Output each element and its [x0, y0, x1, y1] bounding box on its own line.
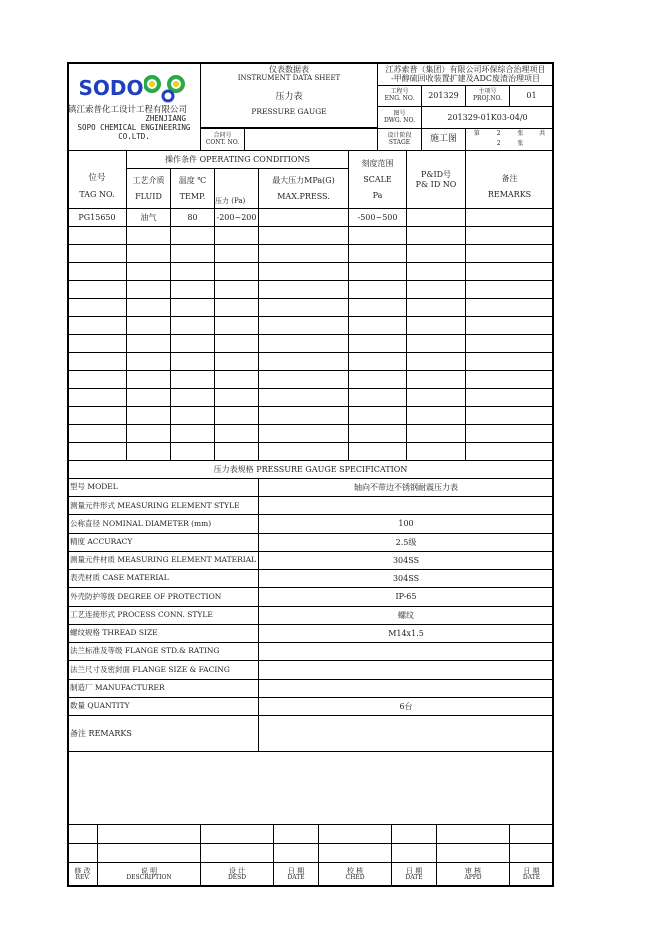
- footer-label-en: APPD: [464, 874, 482, 882]
- table-cell-scale: [348, 262, 407, 281]
- table-cell-remarks: [465, 280, 554, 299]
- table-cell-fluid: [126, 298, 171, 317]
- footer-label-en: DATE: [522, 874, 541, 882]
- footer-label-cn: 审 核: [464, 867, 482, 876]
- spec-label: 工艺连接形式 PROCESS CONN. STYLE: [67, 606, 259, 625]
- cont-no-label: 合同号 CONT. NO.: [200, 128, 245, 151]
- spec-value: 2.5级: [258, 533, 554, 552]
- table-cell-temp: [170, 244, 215, 263]
- spec-label: 测量元件材质 MEASURING ELEMENT MATERIAL: [67, 551, 259, 570]
- table-cell-tag: [67, 298, 127, 317]
- revision-cell: [67, 824, 98, 844]
- table-cell-pressure: [214, 388, 259, 407]
- table-cell-temp: [170, 262, 215, 281]
- col-max-pressure: 最大压力MPa(G) MAX.PRESS.: [258, 168, 349, 209]
- table-cell-pid: [406, 406, 466, 425]
- footer-date: [509, 862, 554, 887]
- table-cell-fluid: [126, 388, 171, 407]
- spec-value: 100: [258, 514, 554, 533]
- revision-cell: [273, 824, 319, 844]
- footer-rev: [67, 862, 98, 887]
- revision-cell: [391, 843, 437, 863]
- col-pid: P&ID号 P& ID NO: [406, 150, 466, 209]
- table-cell-tag: [67, 226, 127, 245]
- table-cell-max-pressure: [258, 334, 349, 353]
- footer-date: [273, 862, 319, 887]
- table-cell-temp: [170, 280, 215, 299]
- table-cell-temp: [170, 298, 215, 317]
- table-cell-pressure: [214, 352, 259, 371]
- col-tag: 位号 TAG NO.: [67, 150, 127, 209]
- table-cell-pid: [406, 442, 466, 461]
- table-cell-tag: [67, 424, 127, 443]
- table-cell-pid: [406, 424, 466, 443]
- table-cell-max-pressure: [258, 208, 349, 227]
- spec-label: 表壳材质 CASE MATERIAL: [67, 569, 259, 588]
- dwg-no-label: 图号 DWG. NO.: [377, 106, 422, 129]
- spec-remarks-value: [258, 715, 554, 752]
- table-cell-fluid: [126, 424, 171, 443]
- company-name-cn: 镇江索普化工设计工程有限公司: [68, 104, 188, 115]
- title-block: [200, 62, 378, 128]
- table-cell-remarks: [465, 316, 554, 335]
- spec-label: 法兰标准及等级 FLANGE STD.& RATING: [67, 642, 259, 661]
- revision-cell: [318, 824, 392, 844]
- col-fluid: 工艺介质 FLUID: [126, 168, 171, 209]
- dwg-no-value: 201329-01K03-04/0: [421, 106, 554, 129]
- table-cell-remarks: [465, 442, 554, 461]
- spec-value: 6台: [258, 697, 554, 716]
- spec-label: 制造厂 MANUFACTURER: [67, 679, 259, 698]
- table-cell-temp: [170, 388, 215, 407]
- table-cell-remarks: [465, 388, 554, 407]
- table-cell-pressure: [214, 316, 259, 335]
- table-cell-scale: -500~500: [348, 208, 407, 227]
- table-cell-pid: [406, 370, 466, 389]
- table-cell-remarks: [465, 244, 554, 263]
- table-cell-remarks: [465, 424, 554, 443]
- footer-date: [391, 862, 437, 887]
- footer-label-cn: 说 明: [140, 867, 158, 876]
- table-cell-scale: [348, 424, 407, 443]
- company-block: [67, 62, 201, 151]
- table-cell-fluid: [126, 334, 171, 353]
- table-cell-fluid: [126, 280, 171, 299]
- table-cell-max-pressure: [258, 262, 349, 281]
- spec-value: [258, 660, 554, 679]
- table-cell-max-pressure: [258, 280, 349, 299]
- table-cell-tag: [67, 244, 127, 263]
- table-cell-pressure: [214, 406, 259, 425]
- table-cell-max-pressure: [258, 424, 349, 443]
- table-cell-pid: [406, 352, 466, 371]
- table-cell-temp: [170, 424, 215, 443]
- footer-label-cn: 日 期: [523, 867, 540, 876]
- revision-cell: [200, 843, 274, 863]
- table-cell-remarks: [465, 352, 554, 371]
- revision-cell: [509, 824, 554, 844]
- table-cell-scale: [348, 388, 407, 407]
- revision-cell: [509, 843, 554, 863]
- eng-no-label: 工程号 ENG. NO.: [377, 85, 422, 107]
- table-cell-max-pressure: [258, 352, 349, 371]
- table-cell-pid: [406, 334, 466, 353]
- footer-label-cn: 校 核: [346, 867, 364, 876]
- table-cell-temp: [170, 442, 215, 461]
- footer-label-cn: 日 期: [405, 867, 423, 876]
- company-name-en: SOPO CHEMICAL ENGINEERING: [77, 123, 191, 133]
- table-cell-temp: [170, 226, 215, 245]
- cont-no-value: [244, 128, 378, 151]
- table-cell-remarks: [465, 226, 554, 245]
- table-cell-fluid: [126, 406, 171, 425]
- table-cell-fluid: [126, 316, 171, 335]
- revision-cell: [200, 824, 274, 844]
- revision-cell: [97, 843, 201, 863]
- table-cell-tag: [67, 280, 127, 299]
- spec-title: 压力表规格 PRESSURE GAUGE SPECIFICATION: [67, 460, 554, 479]
- doc-title-cn: 仪表数据表: [269, 65, 309, 74]
- spec-remarks-label: 备注 REMARKS: [67, 715, 259, 752]
- table-cell-remarks: [465, 298, 554, 317]
- table-cell-pressure: [214, 370, 259, 389]
- footer-label-en: CHED: [345, 874, 365, 882]
- instrument-title-cn: 压力表: [275, 92, 303, 103]
- spec-value: [258, 496, 554, 515]
- company-name-en-2: CO.LTD.: [118, 131, 150, 141]
- table-cell-scale: [348, 316, 407, 335]
- table-cell-fluid: [126, 370, 171, 389]
- table-cell-fluid: [126, 244, 171, 263]
- table-cell-scale: [348, 226, 407, 245]
- footer-ched: [318, 862, 392, 887]
- table-cell-temp: [170, 370, 215, 389]
- doc-title-en: INSTRUMENT DATA SHEET: [237, 74, 341, 83]
- table-cell-max-pressure: [258, 316, 349, 335]
- table-cell-pid: [406, 316, 466, 335]
- table-cell-max-pressure: [258, 406, 349, 425]
- spec-value: 轴向不带边不锈钢耐震压力表: [258, 478, 554, 497]
- table-cell-tag: [67, 388, 127, 407]
- revision-cell: [318, 843, 392, 863]
- footer-description: [97, 862, 201, 887]
- table-cell-fluid: [126, 442, 171, 461]
- revision-cell: [273, 843, 319, 863]
- eng-no-value: 201329: [421, 85, 466, 107]
- spec-label: 法兰尺寸及密封面 FLANGE SIZE & FACING: [67, 660, 259, 679]
- spec-label: 外壳防护等级 DEGREE OF PROTECTION: [67, 587, 259, 606]
- table-cell-fluid: [126, 226, 171, 245]
- spec-value: IP-65: [258, 587, 554, 606]
- spec-label: 型号 MODEL: [67, 478, 259, 497]
- table-cell-pressure: -200~200: [214, 208, 259, 227]
- proj-no-label: 主项号 PROJ.NO.: [465, 85, 510, 107]
- table-cell-scale: [348, 334, 407, 353]
- col-temp: 温度 ℃ TEMP.: [170, 168, 215, 209]
- proj-no-value: 01: [509, 85, 554, 107]
- table-cell-scale: [348, 406, 407, 425]
- table-cell-max-pressure: [258, 388, 349, 407]
- table-cell-pressure: [214, 424, 259, 443]
- instrument-title-en: PRESSURE GAUGE: [251, 106, 327, 116]
- sheet-number: 第 2 张 共 2 张: [465, 128, 554, 151]
- revision-cell: [97, 824, 201, 844]
- spec-label: 精度 ACCURACY: [67, 533, 259, 552]
- table-cell-pressure: [214, 226, 259, 245]
- table-cell-pressure: [214, 280, 259, 299]
- table-cell-tag: [67, 262, 127, 281]
- table-cell-temp: 80: [170, 208, 215, 227]
- table-cell-remarks: [465, 208, 554, 227]
- footer-label-en: DESCRIPTION: [126, 874, 172, 882]
- revision-cell: [436, 824, 510, 844]
- table-cell-scale: [348, 352, 407, 371]
- revision-cell: [436, 843, 510, 863]
- sodo-logo: SODO: [78, 72, 189, 106]
- table-cell-fluid: 油气: [126, 208, 171, 227]
- table-cell-max-pressure: [258, 226, 349, 245]
- table-cell-scale: [348, 244, 407, 263]
- table-cell-pid: [406, 208, 466, 227]
- table-cell-temp: [170, 334, 215, 353]
- company-city: ZHENJIANG: [145, 114, 186, 124]
- table-cell-pressure: [214, 262, 259, 281]
- table-cell-remarks: [465, 406, 554, 425]
- project-name: 江苏索普（集团）有限公司环保综合治理项目 -甲醇硫回收装置扩建及ADC废渣治理项目: [377, 62, 554, 86]
- table-cell-scale: [348, 298, 407, 317]
- table-cell-pressure: [214, 442, 259, 461]
- col-remarks: 备注 REMARKS: [465, 150, 554, 209]
- table-cell-pressure: [214, 334, 259, 353]
- table-cell-scale: [348, 442, 407, 461]
- table-cell-tag: [67, 442, 127, 461]
- footer-appd: [436, 862, 510, 887]
- stage-label: 设计阶段 STAGE: [377, 128, 422, 151]
- table-cell-tag: [67, 370, 127, 389]
- table-cell-pid: [406, 226, 466, 245]
- col-pressure: 压力 (Pa): [214, 168, 259, 209]
- table-cell-pid: [406, 244, 466, 263]
- table-cell-pressure: [214, 244, 259, 263]
- table-cell-pid: [406, 298, 466, 317]
- table-cell-max-pressure: [258, 298, 349, 317]
- footer-label-cn: 设 计: [228, 867, 246, 876]
- table-cell-tag: [67, 352, 127, 371]
- col-scale: 刻度范围 SCALE Pa: [348, 150, 407, 209]
- spec-label: 测量元件形式 MEASURING ELEMENT STYLE: [67, 496, 259, 515]
- spec-label: 数量 QUANTITY: [67, 697, 259, 716]
- footer-label-en: REV.: [75, 874, 90, 882]
- table-cell-temp: [170, 316, 215, 335]
- spec-value: 304SS: [258, 569, 554, 588]
- spec-value: M14x1.5: [258, 624, 554, 643]
- footer-label-cn: 日 期: [287, 867, 305, 876]
- table-cell-pid: [406, 262, 466, 281]
- table-cell-max-pressure: [258, 244, 349, 263]
- table-cell-fluid: [126, 352, 171, 371]
- spec-value: 螺纹: [258, 606, 554, 625]
- table-cell-scale: [348, 370, 407, 389]
- revision-cell: [67, 843, 98, 863]
- footer-label-en: DATE: [287, 874, 305, 882]
- table-cell-scale: [348, 280, 407, 299]
- footer-label-en: DESD: [227, 874, 247, 882]
- table-cell-remarks: [465, 370, 554, 389]
- spec-value: [258, 679, 554, 698]
- table-cell-tag: PG15650: [67, 208, 127, 227]
- table-cell-tag: [67, 406, 127, 425]
- table-cell-fluid: [126, 262, 171, 281]
- table-cell-temp: [170, 406, 215, 425]
- table-cell-max-pressure: [258, 442, 349, 461]
- spec-label: 螺纹规格 THREAD SIZE: [67, 624, 259, 643]
- table-cell-pid: [406, 388, 466, 407]
- footer-desd: [200, 862, 274, 887]
- stage-value: 施工图: [421, 128, 466, 151]
- table-cell-pressure: [214, 298, 259, 317]
- table-cell-tag: [67, 316, 127, 335]
- footer-label-en: DATE: [405, 874, 423, 882]
- table-cell-tag: [67, 334, 127, 353]
- footer-label-cn: 修 改: [74, 867, 91, 876]
- table-cell-max-pressure: [258, 370, 349, 389]
- table-cell-remarks: [465, 262, 554, 281]
- revision-cell: [391, 824, 437, 844]
- blank-area: [67, 751, 554, 825]
- table-cell-remarks: [465, 334, 554, 353]
- spec-value: [258, 642, 554, 661]
- col-operating-conditions: 操作条件 OPERATING CONDITIONS: [126, 150, 349, 169]
- spec-label: 公称直径 NOMINAL DIAMETER (mm): [67, 514, 259, 533]
- table-cell-temp: [170, 352, 215, 371]
- table-cell-pid: [406, 280, 466, 299]
- spec-value: 304SS: [258, 551, 554, 570]
